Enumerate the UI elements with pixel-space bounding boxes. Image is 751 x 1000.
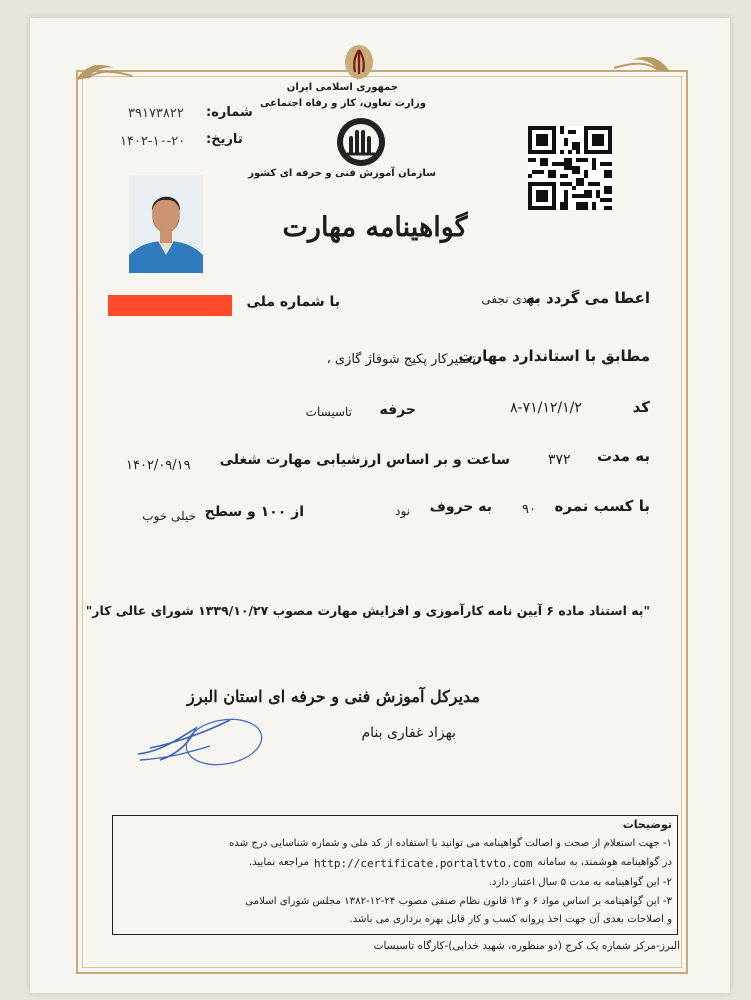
evaluation-date: ۱۴۰۲/۰۹/۱۹ bbox=[126, 458, 191, 473]
code-label: کد bbox=[632, 398, 650, 416]
out-of-label: از ۱۰۰ و سطح bbox=[204, 504, 304, 520]
notes-line-3: ۲- این گواهینامه به مدت ۵ سال اعتبار دارد. bbox=[488, 877, 672, 888]
tvto-logo-icon bbox=[335, 116, 387, 168]
date-label: تاریخ: bbox=[206, 132, 243, 147]
letters-value: نود bbox=[395, 504, 410, 518]
duration-label: به مدت bbox=[597, 447, 650, 465]
signatory-name: بهزاد غفاری بنام bbox=[361, 725, 456, 741]
notes-line-1: ۱- جهت استعلام از صحت و اصالت گواهینامه می توانید با استفاده از کد ملی و شماره شناسایی درج شده bbox=[228, 838, 672, 849]
ministry-name: وزارت تعاون، کار و رفاه اجتماعی bbox=[260, 98, 426, 109]
duration-value: ۳۷۲ bbox=[548, 452, 571, 468]
right-ornament-icon bbox=[612, 48, 672, 78]
notes-line-4: ۳- این گواهینامه بر اساس مواد ۶ و ۱۳ قانون نظام صنفی مصوب ۲۴-۱۲-۱۳۸۲ مجلس شورای اسلامی bbox=[245, 896, 672, 907]
notes-heading: توضیحات bbox=[622, 818, 672, 831]
trade-value: تاسیسات bbox=[305, 405, 352, 419]
number-value: ۳۹۱۷۳۸۲۲ bbox=[128, 106, 184, 121]
country-name: جمهوری اسلامی ایران bbox=[286, 82, 398, 93]
standard-label: مطابق با استاندارد مهارت bbox=[458, 347, 650, 365]
granted-label: اعطا می گردد به bbox=[526, 289, 650, 307]
certificate-title: گواهینامه مهارت bbox=[282, 212, 468, 243]
iran-emblem-icon bbox=[344, 44, 374, 80]
signatory-title: مدیرکل آموزش فنی و حرفه ای استان البرز bbox=[187, 687, 480, 706]
number-label: شماره: bbox=[206, 105, 253, 120]
level-value: خیلی خوب bbox=[142, 509, 196, 523]
signature-icon bbox=[130, 708, 270, 778]
national-id-label: با شماره ملی bbox=[246, 294, 340, 310]
holder-name: مهدی نجفی bbox=[481, 292, 540, 306]
date-value: ۱۴۰۲-۱۰-۲۰ bbox=[120, 134, 186, 149]
qr-code bbox=[528, 126, 612, 210]
left-ornament-icon bbox=[74, 58, 134, 84]
score-label: با کسب نمره bbox=[554, 497, 650, 515]
issuing-center: البرز-مرکز شماره یک کرج (دو منظوره، شهید خدایی)-کارگاه تاسیسات bbox=[373, 940, 680, 952]
trade-label: حرفه bbox=[379, 402, 416, 418]
legal-citation: "به استناد ماده ۶ آیین نامه کارآموزی و افزایش مهارت مصوب ۱۳۳۹/۱۰/۲۷ شورای عالی کار" bbox=[85, 603, 650, 618]
organization-name: سازمان آموزش فنی و حرفه ای کشور bbox=[248, 168, 436, 179]
holder-photo bbox=[129, 175, 203, 273]
redacted-national-id bbox=[108, 295, 232, 316]
notes-line-2 bbox=[118, 857, 672, 870]
verification-link[interactable]: http://certificate.portaltvto.com bbox=[313, 857, 533, 870]
score-value: ۹۰ bbox=[522, 502, 536, 517]
hours-label: ساعت و بر اساس ارزشیابی مهارت شغلی bbox=[219, 452, 510, 468]
notes-line-2-pre: در گواهینامه هوشمند، به سامانه bbox=[537, 857, 672, 868]
notes-line-5: و اصلاحات بعدی آن جهت اخذ پروانه کسب و کار قابل بهره برداری می باشد. bbox=[349, 914, 672, 925]
letters-label: به حروف bbox=[429, 499, 492, 515]
standard-value: تعمیرکار پکیج شوفاژ گازی ، bbox=[326, 352, 476, 367]
notes-line-2-post: مراجعه نمایید. bbox=[248, 857, 309, 868]
code-value: ۸-۷۱/۱۲/۱/۲ bbox=[510, 400, 582, 416]
